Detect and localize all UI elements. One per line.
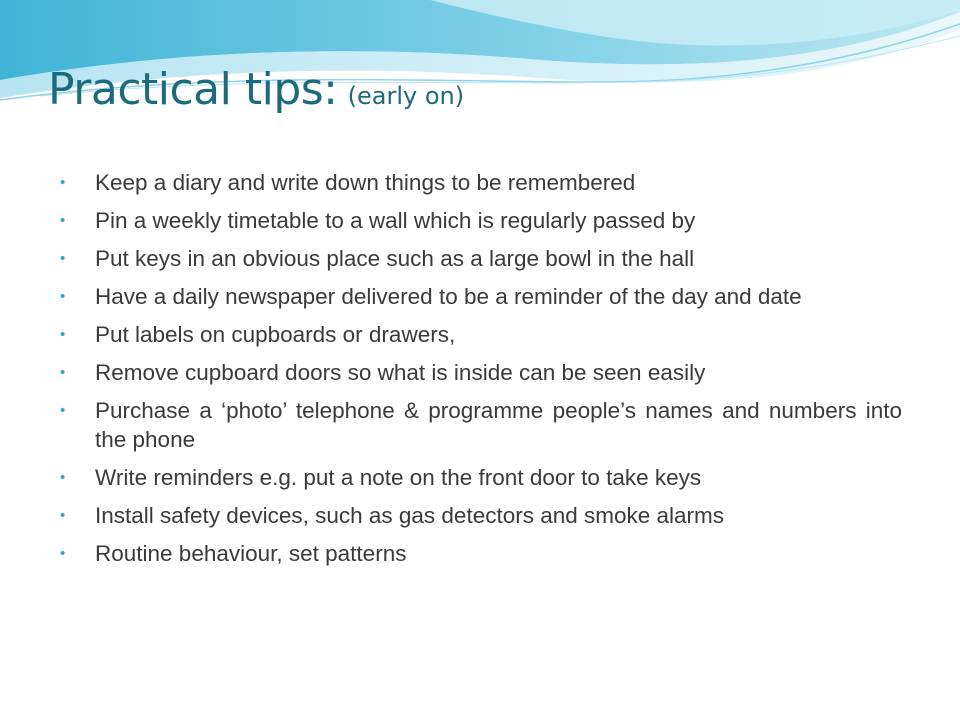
bullet-text: Purchase a ‘photo’ telephone & programme people’s names and numbers into the phone <box>95 398 902 452</box>
bullet-text: Remove cupboard doors so what is inside can be seen easily <box>95 360 706 385</box>
bullet-dot-icon: • <box>60 212 66 229</box>
bullet-item <box>60 320 902 349</box>
bullet-item <box>60 463 902 492</box>
bullet-text: Have a daily newspaper delivered to be a reminder of the day and date <box>95 284 802 309</box>
bullet-item <box>60 282 902 311</box>
bullet-dot-icon: • <box>60 402 66 419</box>
slide-title <box>48 64 464 115</box>
bullet-list <box>60 168 902 577</box>
bullet-dot-icon: • <box>60 469 66 486</box>
bullet-dot-icon: • <box>60 174 66 191</box>
bullet-item <box>60 358 902 387</box>
bullet-item <box>60 244 902 273</box>
bullet-item <box>60 501 902 530</box>
bullet-item <box>60 206 902 235</box>
bullet-text: Keep a diary and write down things to be remembered <box>95 170 636 195</box>
title-main: Practical tips: <box>48 64 338 115</box>
bullet-dot-icon: • <box>60 326 66 343</box>
title-subtitle: (early on) <box>347 82 465 110</box>
bullet-text: Pin a weekly timetable to a wall which is regularly passed by <box>95 208 696 233</box>
bullet-text: Install safety devices, such as gas detectors and smoke alarms <box>95 503 725 528</box>
bullet-item <box>60 396 902 454</box>
bullet-text: Routine behaviour, set patterns <box>95 541 407 566</box>
bullet-dot-icon: • <box>60 250 66 267</box>
bullet-dot-icon: • <box>60 364 66 381</box>
bullet-text: Put keys in an obvious place such as a large bowl in the hall <box>95 246 695 271</box>
bullet-item <box>60 539 902 568</box>
bullet-dot-icon: • <box>60 288 66 305</box>
bullet-dot-icon: • <box>60 545 66 562</box>
bullet-text: Write reminders e.g. put a note on the front door to take keys <box>95 465 702 490</box>
bullet-dot-icon: • <box>60 507 66 524</box>
bullet-text: Put labels on cupboards or drawers, <box>95 322 456 347</box>
bullet-item <box>60 168 902 197</box>
